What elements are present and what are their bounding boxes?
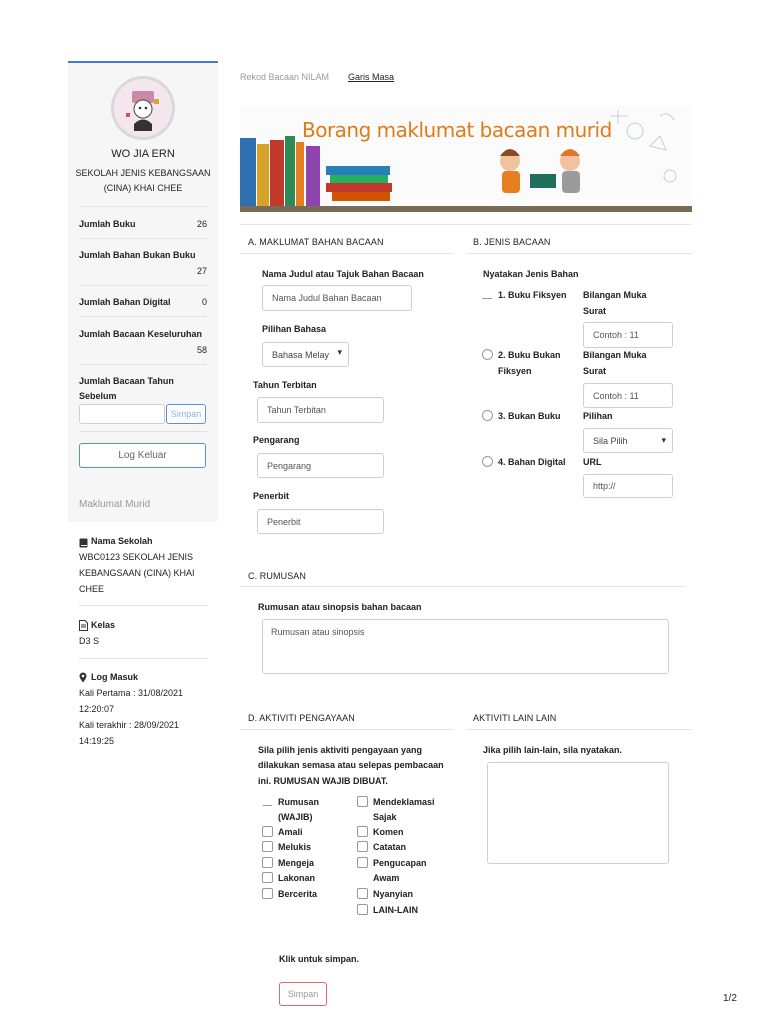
checkbox-label-sajak: Sajak — [373, 812, 397, 822]
radio-label-bahan-digital: 4. Bahan Digital — [498, 457, 566, 467]
tab-garis-masa[interactable]: Garis Masa — [348, 72, 395, 82]
bahasa-select[interactable] — [262, 342, 349, 367]
chevron-down-icon: ▾ — [661, 435, 666, 445]
divider — [79, 285, 207, 286]
stat-jumlah-buku — [79, 216, 207, 232]
radio-bahan-digital[interactable] — [482, 456, 493, 467]
stat-bacaan-keseluruhan — [79, 326, 207, 358]
divider — [240, 253, 454, 254]
checkbox-label-bercerita: Bercerita — [278, 889, 318, 899]
school-name-line2: (CINA) KHAI CHEE — [103, 183, 183, 193]
checkbox-catatan[interactable] — [357, 841, 368, 852]
school-value-line2: KEBANGSAAN (CINA) KHAI — [79, 568, 195, 578]
divider — [79, 658, 207, 659]
login-last-time: 14:19:25 — [79, 736, 115, 746]
checkbox-label-lakonan: Lakonan — [278, 873, 316, 883]
prev-year-input[interactable] — [79, 404, 165, 424]
section-other-title: AKTIVITI LAIN LAIN — [473, 713, 557, 723]
radio-bukan-buku[interactable] — [482, 410, 493, 421]
judul-input[interactable]: Nama Judul Bahan Bacaan — [262, 285, 412, 311]
radio-label-bukan-fiksyen-2: Fiksyen — [498, 366, 532, 376]
login-first-time: 12:20:07 — [79, 704, 115, 714]
divider — [240, 224, 692, 225]
school-name-line1: SEKOLAH JENIS KEBANGSAAN — [75, 168, 211, 178]
aktiviti-instruction-2: dilakukan semasa atau selepas pembacaan — [258, 760, 444, 770]
stat-value: 27 — [196, 266, 207, 276]
muka-surat-input-1[interactable]: Contoh : 11 — [583, 322, 673, 348]
checkbox-label-nyanyian: Nyanyian — [373, 889, 414, 899]
bahasa-label: Pilihan Bahasa — [262, 324, 327, 334]
rumusan-label: Rumusan atau sinopsis bahan bacaan — [258, 602, 422, 612]
tahun-label: Tahun Terbitan — [253, 380, 317, 390]
checkbox-pengucapan[interactable] — [357, 857, 368, 868]
pilihan-label: Pilihan — [583, 411, 613, 421]
checkbox-mendeklamasi[interactable] — [357, 796, 368, 807]
chevron-down-icon: ▾ — [337, 347, 342, 357]
divider — [79, 238, 207, 239]
stat-bahan-bukan-buku — [79, 247, 207, 279]
radio-label-bukan-fiksyen-1: 2. Buku Bukan — [498, 350, 561, 360]
save-button[interactable]: Simpan — [279, 982, 327, 1006]
divider — [79, 316, 207, 317]
checkbox-label-amali: Amali — [278, 827, 303, 837]
radio-buku-fiksyen[interactable] — [482, 289, 492, 299]
stat-value: 26 — [196, 219, 207, 229]
divider — [79, 431, 207, 432]
pilihan-select[interactable] — [583, 428, 673, 453]
divider — [240, 729, 454, 730]
stat-label: Jumlah Buku — [79, 219, 136, 229]
stat-value: 58 — [196, 345, 207, 355]
checkbox-lain-lain[interactable] — [357, 904, 368, 915]
radio-buku-bukan-fiksyen[interactable] — [482, 349, 493, 360]
judul-label: Nama Judul atau Tajuk Bahan Bacaan — [262, 269, 424, 279]
logout-button[interactable]: Log Keluar — [79, 443, 206, 468]
divider — [240, 586, 686, 587]
checkbox-mengeja[interactable] — [262, 857, 273, 868]
checkbox-bercerita[interactable] — [262, 888, 273, 899]
class-value: D3 S — [79, 636, 100, 646]
stat-bahan-digital — [79, 294, 207, 310]
pengarang-label: Pengarang — [253, 435, 300, 445]
checkbox-label-lain-lain: LAIN-LAIN — [373, 905, 418, 915]
checkbox-label-pengucapan: Pengucapan — [373, 858, 427, 868]
jenis-bahan-label: Nyatakan Jenis Bahan — [483, 269, 579, 279]
checkbox-label-awam: Awam — [373, 873, 400, 883]
school-value-line1: WBC0123 SEKOLAH JENIS — [79, 552, 194, 562]
checkbox-melukis[interactable] — [262, 841, 273, 852]
divider — [466, 253, 692, 254]
student-info-heading: Maklumat Murid — [79, 499, 151, 510]
school-value-line3: CHEE — [79, 584, 105, 594]
login-last: Kali terakhir : 28/09/2021 — [79, 720, 180, 730]
radio-label-bukan-buku: 3. Bukan Buku — [498, 411, 561, 421]
muka-surat-label-1b: Surat — [583, 306, 607, 316]
checkbox-label-wajib: (WAJIB) — [278, 812, 313, 822]
divider — [79, 605, 207, 606]
muka-surat-input-2[interactable]: Contoh : 11 — [583, 383, 673, 408]
divider — [79, 364, 207, 365]
muka-surat-label-1a: Bilangan Muka — [583, 290, 647, 300]
prev-year-save-button[interactable]: Simpan — [166, 404, 206, 424]
tab-rekod-bacaan[interactable]: Rekod Bacaan NILAM — [240, 72, 330, 82]
divider — [466, 729, 692, 730]
section-c-title: C. RUMUSAN — [248, 571, 307, 581]
stat-label: Jumlah Bahan Digital — [79, 297, 171, 307]
checkbox-label-melukis: Melukis — [278, 842, 312, 852]
checkbox-label-mengeja: Mengeja — [278, 858, 315, 868]
pengarang-input[interactable]: Pengarang — [257, 453, 384, 478]
section-a-title: A. MAKLUMAT BAHAN BACAAN — [248, 237, 384, 247]
prev-year-label-line2: Sebelum — [79, 391, 117, 401]
aktiviti-instruction-1: Sila pilih jenis aktiviti pengayaan yang — [258, 745, 423, 755]
muka-surat-label-2b: Surat — [583, 366, 607, 376]
checkbox-label-komen: Komen — [373, 827, 404, 837]
school-label: Nama Sekolah — [91, 536, 153, 546]
login-first: Kali Pertama : 31/08/2021 — [79, 688, 184, 698]
stat-label: Jumlah Bacaan Keseluruhan — [79, 329, 203, 339]
penerbit-input[interactable]: Penerbit — [257, 509, 384, 534]
student-name: WO JIA ERN — [111, 148, 175, 160]
banner — [240, 106, 692, 212]
url-input[interactable]: http:// — [583, 474, 673, 498]
checkbox-nyanyian[interactable] — [357, 888, 368, 899]
checkbox-label-rumusan: Rumusan — [278, 797, 320, 807]
stat-label: Jumlah Bahan Bukan Buku — [79, 250, 196, 260]
checkbox-lakonan[interactable] — [262, 872, 273, 883]
bahasa-select-value: Bahasa Melay — [272, 349, 330, 360]
penerbit-label: Penerbit — [253, 491, 290, 501]
stat-value: 0 — [201, 297, 207, 307]
checkbox-label-mendeklamasi: Mendeklamasi — [373, 797, 435, 807]
lain-lain-textarea[interactable] — [487, 762, 669, 864]
checkbox-amali[interactable] — [262, 826, 273, 837]
prev-year-label-line1: Jumlah Bacaan Tahun — [79, 376, 174, 386]
url-label: URL — [583, 457, 602, 467]
checkbox-rumusan[interactable] — [263, 796, 272, 806]
checkbox-komen[interactable] — [357, 826, 368, 837]
banner-title: Borang maklumat bacaan murid — [302, 118, 612, 142]
muka-surat-label-2a: Bilangan Muka — [583, 350, 647, 360]
rumusan-textarea[interactable]: Rumusan atau sinopsis — [262, 619, 669, 674]
checkbox-label-catatan: Catatan — [373, 842, 407, 852]
tahun-input[interactable]: Tahun Terbitan — [257, 397, 384, 423]
aktiviti-instruction-3: ini. RUMUSAN WAJIB DIBUAT. — [258, 776, 388, 786]
login-label: Log Masuk — [91, 672, 139, 682]
avatar — [111, 76, 175, 140]
divider — [79, 206, 207, 207]
section-b-title: B. JENIS BACAAN — [473, 237, 551, 247]
pilihan-select-value: Sila Pilih — [593, 435, 628, 446]
section-d-title: D. AKTIVITI PENGAYAAN — [248, 713, 355, 723]
save-hint: Klik untuk simpan. — [279, 954, 360, 964]
class-label: Kelas — [91, 620, 116, 630]
radio-label-buku-fiksyen: 1. Buku Fiksyen — [498, 290, 567, 300]
lain-lain-label: Jika pilih lain-lain, sila nyatakan. — [483, 745, 623, 755]
page-number: 1/2 — [723, 993, 737, 1004]
